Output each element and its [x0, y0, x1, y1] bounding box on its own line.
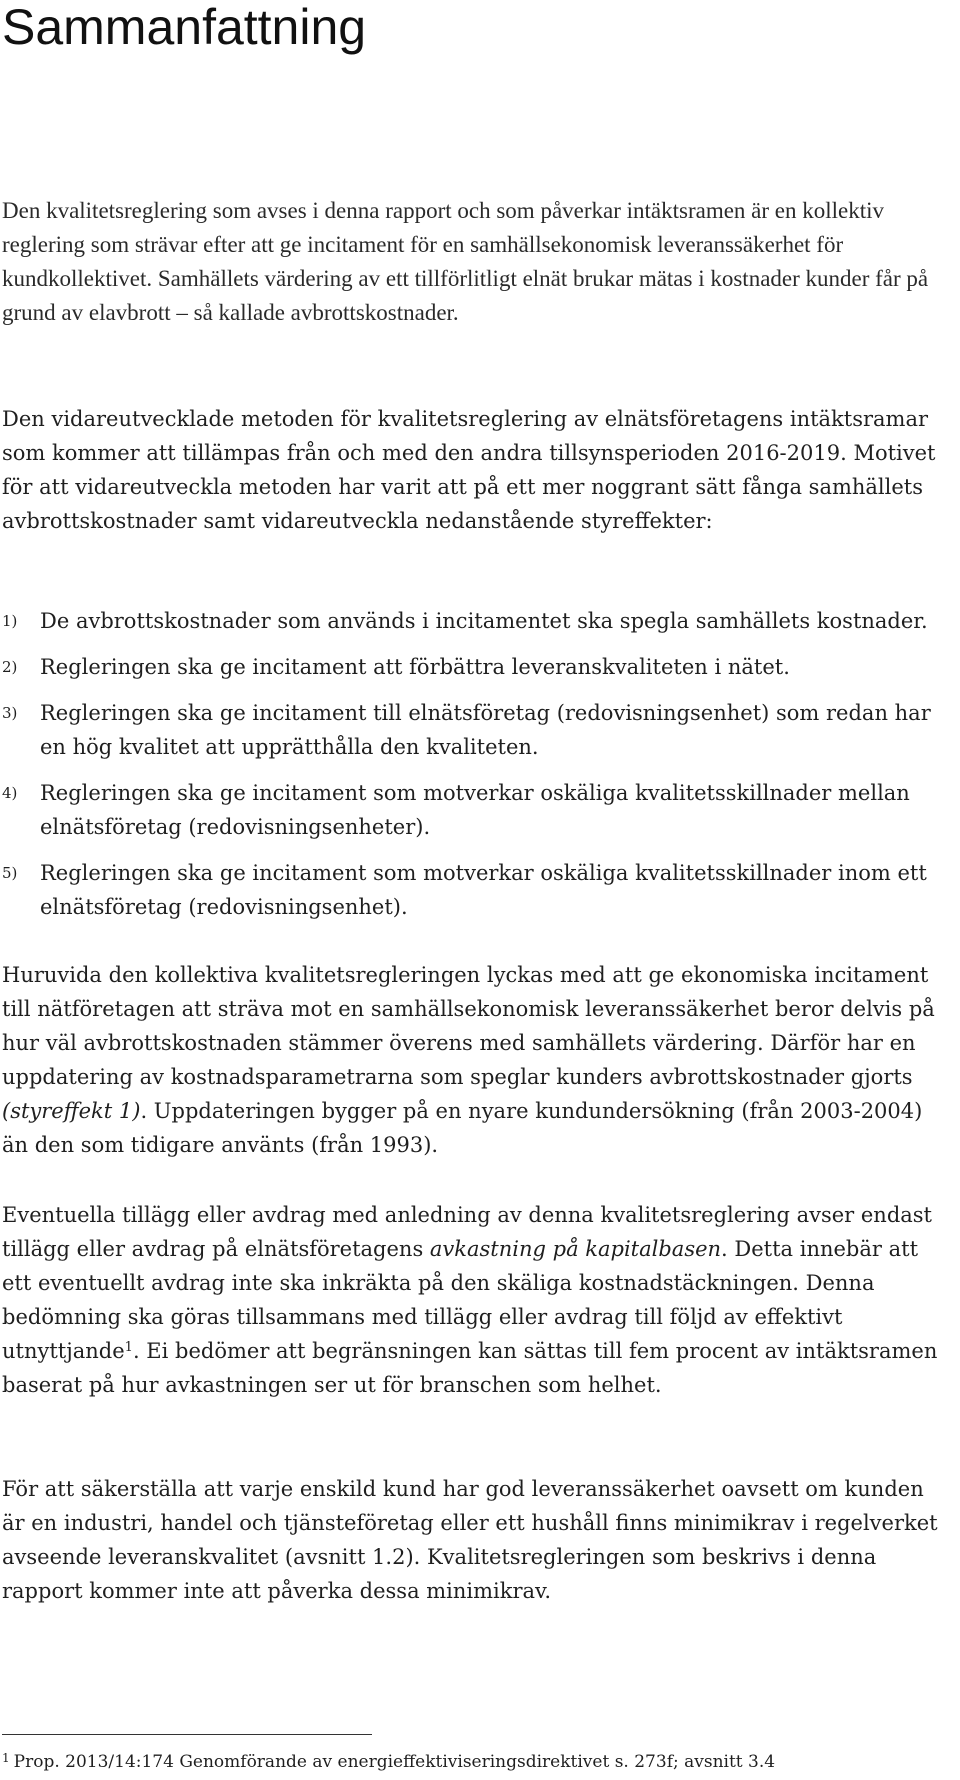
- list-item-number: 2): [2, 658, 18, 676]
- list-item: [2, 604, 954, 638]
- list-item-number: 4): [2, 784, 18, 802]
- paragraph-text: . Ei bedömer att begränsningen kan sättas till fem procent av intäktsramen baserat på hur avkastningen ser ut för branschen som helhet.: [2, 1339, 938, 1397]
- paragraph-cost-parameters: [2, 958, 952, 1162]
- list-item-text: Regleringen ska ge incitament till elnätsföretag (redovisningsenhet) som redan har en hög kvalitet att upprätthålla den kvaliteten.: [40, 701, 931, 759]
- list-item-text: Regleringen ska ge incitament som motverkar oskäliga kvalitetsskillnader mellan elnätsföretag (redovisningsenheter).: [40, 781, 910, 839]
- list-item-number: 5): [2, 864, 18, 882]
- emphasis-text: (styreffekt 1): [2, 1099, 141, 1123]
- list-item-text: Regleringen ska ge incitament att förbättra leveranskvaliteten i nätet.: [40, 655, 790, 679]
- list-item-text: Regleringen ska ge incitament som motverkar oskäliga kvalitetsskillnader inom ett elnätsföretag (redovisningsenhet).: [40, 861, 927, 919]
- footnote-reference[interactable]: 1: [124, 1340, 133, 1355]
- list-item-number: 1): [2, 612, 18, 630]
- paragraph-intro: Den kvalitetsreglering som avses i denna rapport och som påverkar intäktsramen är en kollektiv reglering som strävar efter att ge incitament för en samhällsekonomisk leveranssäkerhet för kundkollektivet. Samhällets värdering av ett tillförlitligt elnät brukar mätas i kostnader kunder får på grund av elavbrott – så kallade avbrottskostnader.: [2, 198, 929, 325]
- paragraph-text: . Detta innebär att ett eventuellt avdrag inte ska inkräkta på den skäliga kostnadstäckningen. Denna bedömning ska göras tillsammans med tillägg eller avdrag till följd av effektivt utnyttjande: [2, 1237, 919, 1363]
- page-title: Sammanfattning: [2, 0, 367, 55]
- paragraph-text: Eventuella tillägg eller avdrag med anledning av denna kvalitetsreglering avser endast tillägg eller avdrag på elnätsföretagens: [2, 1203, 932, 1261]
- footnote: [2, 1746, 775, 1774]
- footnote-divider: [2, 1734, 372, 1735]
- list-item-text: De avbrottskostnader som används i incitamentet ska spegla samhällets kostnader.: [40, 609, 928, 633]
- emphasis-text: avkastning på kapitalbasen: [429, 1237, 722, 1261]
- list-item: [2, 650, 954, 684]
- list-item: [2, 856, 954, 924]
- paragraph-text: . Uppdateringen bygger på en nyare kundundersökning (från 2003-2004) än den som tidigare använts (från 1993).: [2, 1099, 923, 1157]
- list-item-number: 3): [2, 704, 18, 722]
- list-item: [2, 776, 954, 844]
- footnote-mark: 1: [2, 1751, 10, 1765]
- goals-list: [2, 604, 954, 936]
- paragraph-method: Den vidareutvecklade metoden för kvalitetsreglering av elnätsföretagens intäktsramar som kommer att tillämpas från och med den andra tillsynsperioden 2016-2019. Motivet för att vidareutveckla metoden har varit att på ett mer noggrant sätt fånga samhällets avbrottskostnader samt vidareutveckla nedanstående styreffekter:: [2, 407, 936, 533]
- list-item: [2, 696, 954, 764]
- paragraph-minimum-requirements: För att säkerställa att varje enskild kund har god leveranssäkerhet oavsett om kunden är en industri, handel och tjänsteföretag eller ett hushåll finns minimikrav i regelverket avseende leveranskvalitet (avsnitt 1.2). Kvalitetsregleringen som beskrivs i denna rapport kommer inte att påverka dessa minimikrav.: [2, 1477, 938, 1603]
- footnote-text: Prop. 2013/14:174 Genomförande av energieffektiviseringsdirektivet s. 273f; avsnitt 3.4: [13, 1752, 776, 1772]
- paragraph-text: Huruvida den kollektiva kvalitetsregleringen lyckas med att ge ekonomiska incitament till nätföretagen att sträva mot en samhällsekonomisk leveranssäkerhet beror delvis på hur väl avbrottskostnaden stämmer överens med samhällets värdering. Därför har en uppdatering av kostnadsparametrarna som speglar kunders avbrottskostnader gjorts: [2, 963, 935, 1089]
- paragraph-adjustments: [2, 1198, 952, 1402]
